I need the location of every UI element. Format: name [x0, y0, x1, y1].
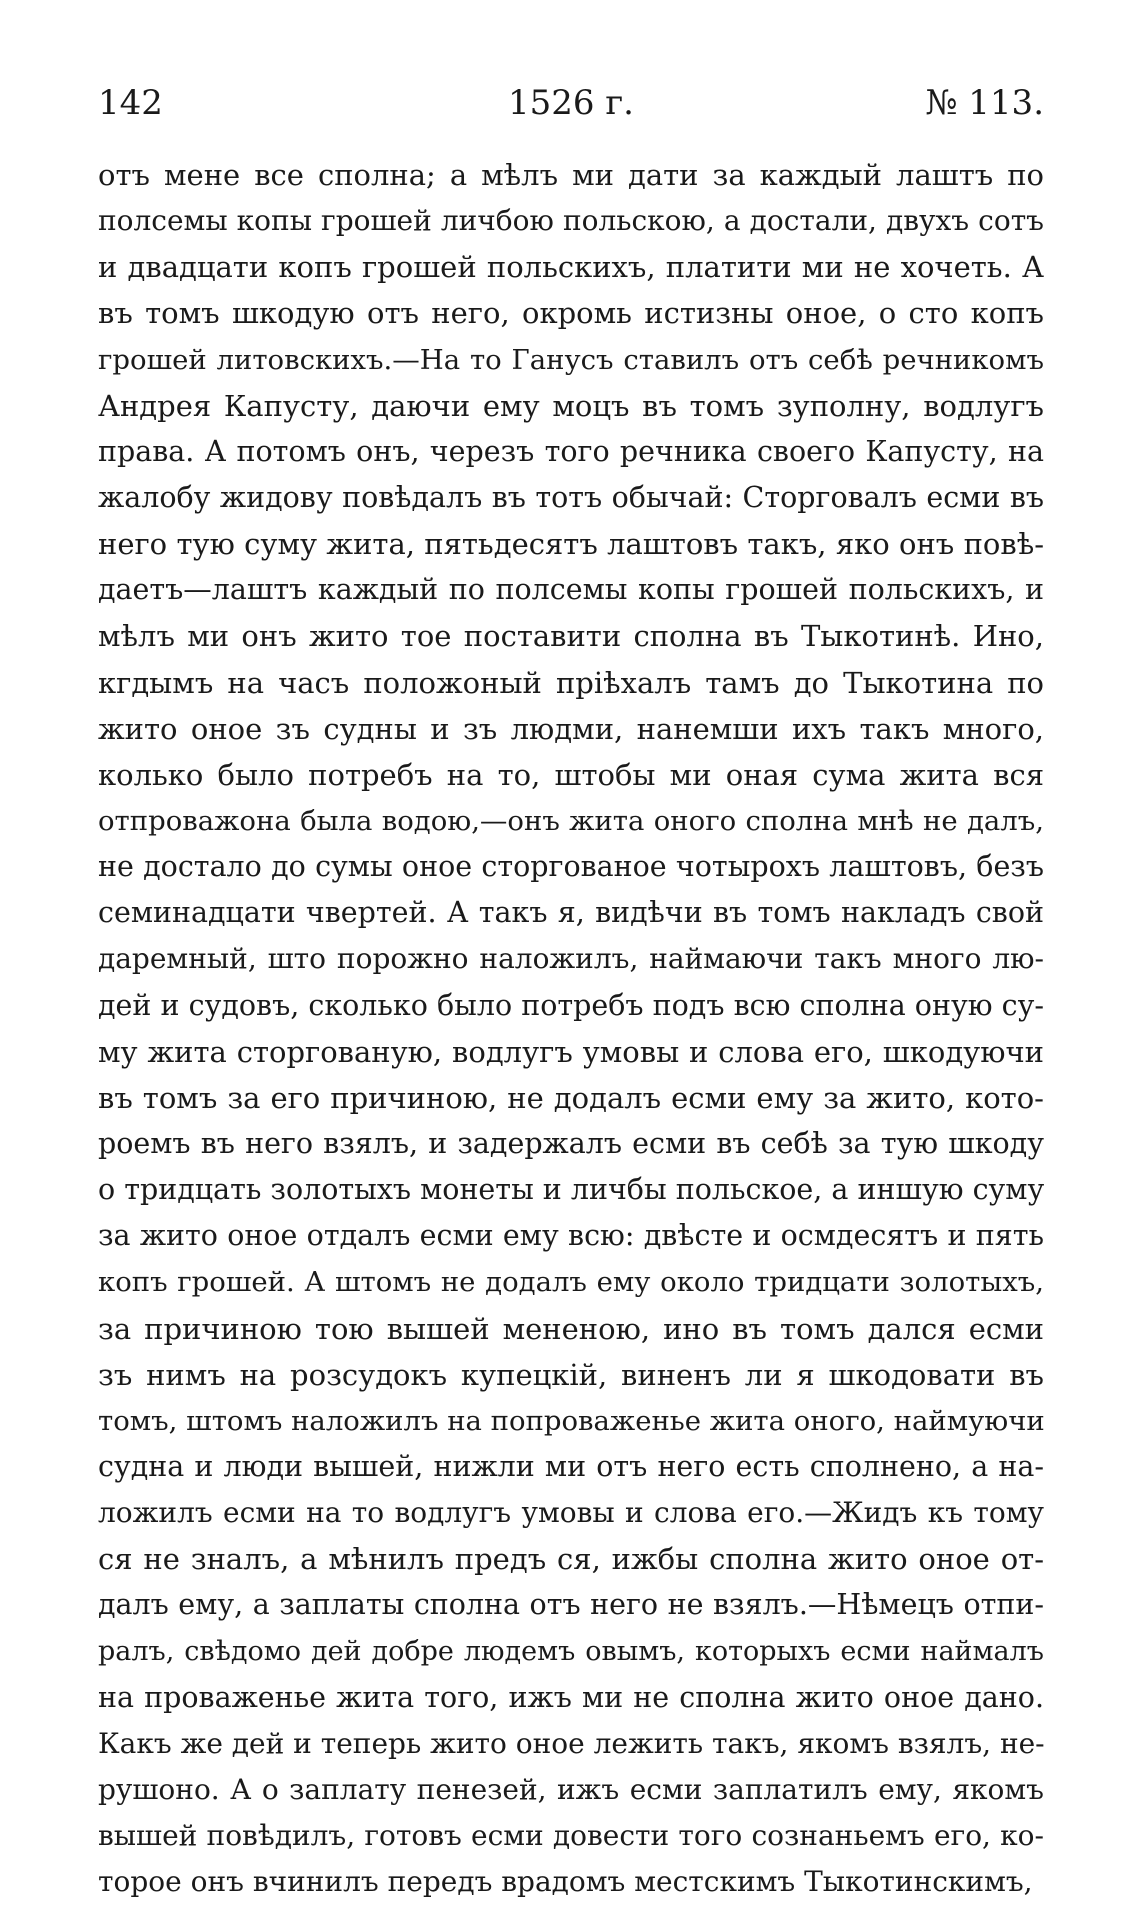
- text-line: жалобу жидову повѣдалъ въ тотъ обычай: Сторговалъ есми въ: [98, 480, 1044, 514]
- body-text: [98, 152, 1044, 1905]
- text-line: му жита сторгованую, водлугъ умовы и слова его, шкодуючи: [98, 1034, 1044, 1069]
- text-line: полсемы копы грошей личбою польскою, а достали, двухъ сотъ: [98, 204, 1044, 238]
- text-line: ложилъ есми на то водлугъ умовы и слова его.—Жидъ къ тому: [98, 1496, 1044, 1530]
- text-line: торое онъ вчинилъ передъ врадомъ местскимъ Тыкотинскимъ,: [98, 1865, 1033, 1899]
- text-line: въ томъ за его причиною, не додалъ есми ему за жито, кото-: [98, 1080, 1044, 1115]
- text-line: права. А потомъ онъ, черезъ того речника своего Капусту, на: [98, 434, 1044, 468]
- text-line: судна и люди вышей, нижли ми отъ него есть сполнено, а на-: [98, 1449, 1044, 1483]
- text-line: далъ ему, а заплаты сполна отъ него не взялъ.—Нѣмецъ отпи-: [98, 1588, 1044, 1622]
- text-line: роемъ въ него взялъ, и задержалъ есми въ себѣ за тую шкоду: [98, 1126, 1044, 1160]
- text-line: въ томъ шкодую отъ него, окромь истизны оное, о сто копъ: [98, 296, 1044, 331]
- text-line: и двадцати копъ грошей польскихъ, платити ми не хочеть. А: [98, 250, 1044, 285]
- text-line: за причиною тою вышей мененою, ино въ томъ дался есми: [98, 1311, 1044, 1346]
- text-line: копъ грошей. А штомъ не додалъ ему около тридцати золотыхъ,: [98, 1266, 1044, 1299]
- text-line: ралъ, свѣдомо дей добре людемъ овымъ, которыхъ есми наймалъ: [98, 1635, 1044, 1667]
- text-line: грошей литовскихъ.—На то Ганусъ ставилъ отъ себѣ речникомъ: [98, 343, 1044, 376]
- text-line: рушоно. А о заплату пенезей, ижъ есми заплатилъ ему, якомъ: [98, 1772, 1044, 1806]
- text-line: зъ нимъ на розсудокъ купецкiй, виненъ ли я шкодовати въ: [98, 1357, 1044, 1392]
- document-number: № 113.: [925, 83, 1044, 123]
- text-line: Какъ же дей и теперь жито оное лежить такъ, якомъ взялъ, не-: [98, 1726, 1045, 1760]
- text-line: дей и судовъ, сколько было потребъ подъ всю сполна оную су-: [98, 988, 1044, 1022]
- text-line: даетъ—лаштъ каждый по полсемы копы грошей польскихъ, и: [98, 573, 1044, 607]
- text-line: семинадцати чвертей. А такъ я, видѣчи въ томъ накладъ свой: [98, 896, 1044, 930]
- text-line: жито оное зъ судны и зъ людми, нанемши ихъ такъ много,: [98, 711, 1044, 746]
- text-line: отъ мене все сполна; а мѣлъ ми дати за каждый лаштъ по: [98, 158, 1044, 192]
- text-line: него тую суму жита, пятьдесятъ лаштовъ такъ, яко онъ повѣ-: [98, 527, 1044, 562]
- text-line: за жито оное отдалъ есми ему всю: двѣсте и осмдесятъ и пять: [98, 1219, 1044, 1253]
- text-line: даремный, што порожно наложилъ, наймаючи такъ много лю-: [98, 942, 1044, 976]
- text-line: не достало до сумы оное сторгованое чотырохъ лаштовъ, безъ: [98, 850, 1044, 884]
- text-line: колько было потребъ на то, штобы ми оная сума жита вся: [98, 757, 1044, 792]
- running-header: [98, 78, 1044, 128]
- text-line: мѣлъ ми онъ жито тое поставити сполна въ Тыкотинѣ. Ино,: [98, 619, 1044, 654]
- page-number: 142: [98, 83, 163, 123]
- header-year: 1526 г.: [508, 83, 634, 123]
- text-line: о тридцать золотыхъ монеты и личбы польское, а иншую суму: [98, 1173, 1045, 1207]
- text-line: отпроважона была водою,—онъ жита оного сполна мнѣ не далъ,: [98, 804, 1044, 837]
- text-line: ся не зналъ, а мѣнилъ предъ ся, ижбы сполна жито оное от-: [98, 1542, 1044, 1577]
- text-line: на проваженье жита того, ижъ ми не сполна жито оное дано.: [98, 1680, 1044, 1714]
- text-line: кгдымъ на часъ положоный прiѣхалъ тамъ до Тыкотина по: [98, 665, 1044, 700]
- text-line: Андрея Капусту, даючи ему моцъ въ томъ зуполну, водлугъ: [98, 388, 1044, 423]
- text-line: вышей повѣдилъ, готовъ есми довести того сознаньемъ его, ко-: [98, 1819, 1044, 1853]
- text-line: томъ, штомъ наложилъ на попроваженье жита оного, наймуючи: [98, 1404, 1045, 1437]
